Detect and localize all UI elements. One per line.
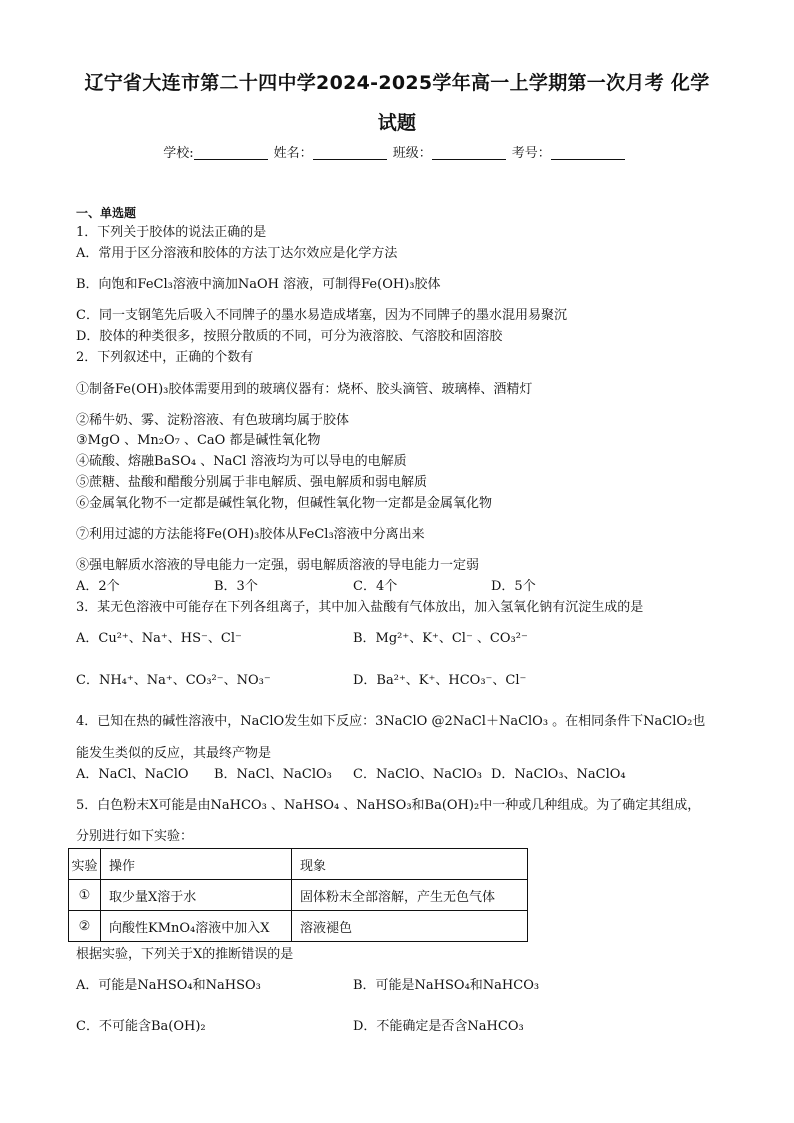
q2-stem: 2．下列叙述中，正确的个数有 (76, 350, 254, 365)
q5-option-d: D．不能确定是否含NaHCO₃ (353, 1019, 524, 1034)
experiment-table (68, 848, 528, 942)
q2-statement-4: ④硫酸、熔融BaSO₄ 、NaCl 溶液均为可以导电的电解质 (76, 454, 407, 469)
section-heading: 一、单选题 (76, 206, 137, 220)
table-header-cell: 现象 (292, 849, 528, 880)
q2-statement-7: ⑦利用过滤的方法能将Fe(OH)₃胶体从FeCl₃溶液中分离出来 (76, 527, 425, 542)
school-label: 学校: (163, 146, 194, 161)
q5-option-c: C．不可能含Ba(OH)₂ (76, 1019, 206, 1034)
table-cell: ① (69, 880, 101, 911)
table-header-cell: 实验 (69, 849, 101, 880)
q2-option-c: C．4个 (353, 579, 398, 594)
q4-option-c: C．NaClO、NaClO₃ (353, 767, 482, 782)
table-cell: 取少量X溶于水 (101, 880, 292, 911)
class-blank[interactable] (432, 145, 506, 160)
q4-stem-line2: 能发生类似的反应，其最终产物是 (76, 746, 272, 761)
q2-option-a: A．2个 (76, 579, 120, 594)
q5-option-a: A．可能是NaHSO₄和NaHSO₃ (76, 978, 261, 993)
q1-option-c: C．同一支钢笔先后吸入不同牌子的墨水易造成堵塞，因为不同牌子的墨水混用易聚沉 (76, 308, 567, 323)
q3-option-d: D．Ba²⁺、K⁺、HCO₃⁻、Cl⁻ (353, 673, 527, 688)
table-row (69, 911, 528, 942)
q5-stem-line1: 5．白色粉末X可能是由NaHCO₃ 、NaHSO₄ 、NaHSO₃和Ba(OH)₂中一种或几种组成。为了确定其组成， (76, 798, 701, 813)
id-label: 考号： (511, 146, 551, 161)
table-cell: 固体粉末全部溶解，产生无色气体 (292, 880, 528, 911)
name-blank[interactable] (313, 145, 387, 160)
q4-option-d: D．NaClO₃、NaClO₄ (491, 767, 626, 782)
q2-statement-3: ③MgO 、Mn₂O₇ 、CaO 都是碱性氧化物 (76, 433, 321, 448)
q3-option-a: A．Cu²⁺、Na⁺、HS⁻、Cl⁻ (76, 631, 242, 646)
q2-statement-8: ⑧强电解质水溶液的导电能力一定强，弱电解质溶液的导电能力一定弱 (76, 558, 480, 573)
q4-stem-line1: 4．已知在热的碱性溶液中，NaClO发生如下反应：3NaClO @2NaCl＋NaClO₃ 。在相同条件下NaClO₂也 (76, 714, 706, 729)
id-blank[interactable] (551, 145, 625, 160)
table-header-cell: 操作 (101, 849, 292, 880)
q4-option-a: A．NaCl、NaClO (76, 767, 189, 782)
q1-option-b: B．向饱和FeCl₃溶液中滴加NaOH 溶液，可制得Fe(OH)₃胶体 (76, 277, 441, 292)
q5-stem-line2: 分别进行如下实验： (76, 829, 194, 844)
q2-option-d: D．5个 (491, 579, 536, 594)
table-cell: 向酸性KMnO₄溶液中加入X (101, 911, 292, 942)
table-cell: ② (69, 911, 101, 942)
class-label: 班级： (392, 146, 432, 161)
table-row (69, 880, 528, 911)
name-label: 姓名： (273, 146, 313, 161)
q1-option-d: D．胶体的种类很多，按照分散质的不同，可分为液溶胶、气溶胶和固溶胶 (76, 329, 503, 344)
q2-statement-6: ⑥金属氧化物不一定都是碱性氧化物，但碱性氧化物一定都是金属氧化物 (76, 496, 493, 511)
q2-statement-2: ②稀牛奶、雾、淀粉溶液、有色玻璃均属于胶体 (76, 413, 350, 428)
exam-title-line2: 试题 (377, 112, 417, 134)
school-blank[interactable] (194, 145, 268, 160)
q3-option-b: B．Mg²⁺、K⁺、Cl⁻ 、CO₃²⁻ (353, 631, 528, 646)
q3-stem: 3．某无色溶液中可能存在下列各组离子，其中加入盐酸有气体放出，加入氢氧化钠有沉淀生成的是 (76, 600, 644, 615)
q2-statement-1: ①制备Fe(OH)₃胶体需要用到的玻璃仪器有：烧杯、胶头滴管、玻璃棒、酒精灯 (76, 382, 533, 397)
q3-option-c: C．NH₄⁺、Na⁺、CO₃²⁻、NO₃⁻ (76, 673, 271, 688)
q4-option-b: B．NaCl、NaClO₃ (214, 767, 332, 782)
q1-option-a: A．常用于区分溶液和胶体的方法丁达尔效应是化学方法 (76, 246, 398, 261)
q2-option-b: B．3个 (214, 579, 258, 594)
q2-statement-5: ⑤蔗糖、盐酸和醋酸分别属于非电解质、强电解质和弱电解质 (76, 475, 428, 490)
student-info-row (0, 142, 794, 161)
q1-stem: 1．下列关于胶体的说法正确的是 (76, 225, 267, 240)
exam-title-line1: 辽宁省大连市第二十四中学2024-2025学年高一上学期第一次月考 化学 (84, 72, 710, 94)
table-cell: 溶液褪色 (292, 911, 528, 942)
table-header-row (69, 849, 528, 880)
q5-option-b: B．可能是NaHSO₄和NaHCO₃ (353, 978, 540, 993)
q5-stem-line3: 根据实验，下列关于X的推断错误的是 (76, 947, 294, 962)
